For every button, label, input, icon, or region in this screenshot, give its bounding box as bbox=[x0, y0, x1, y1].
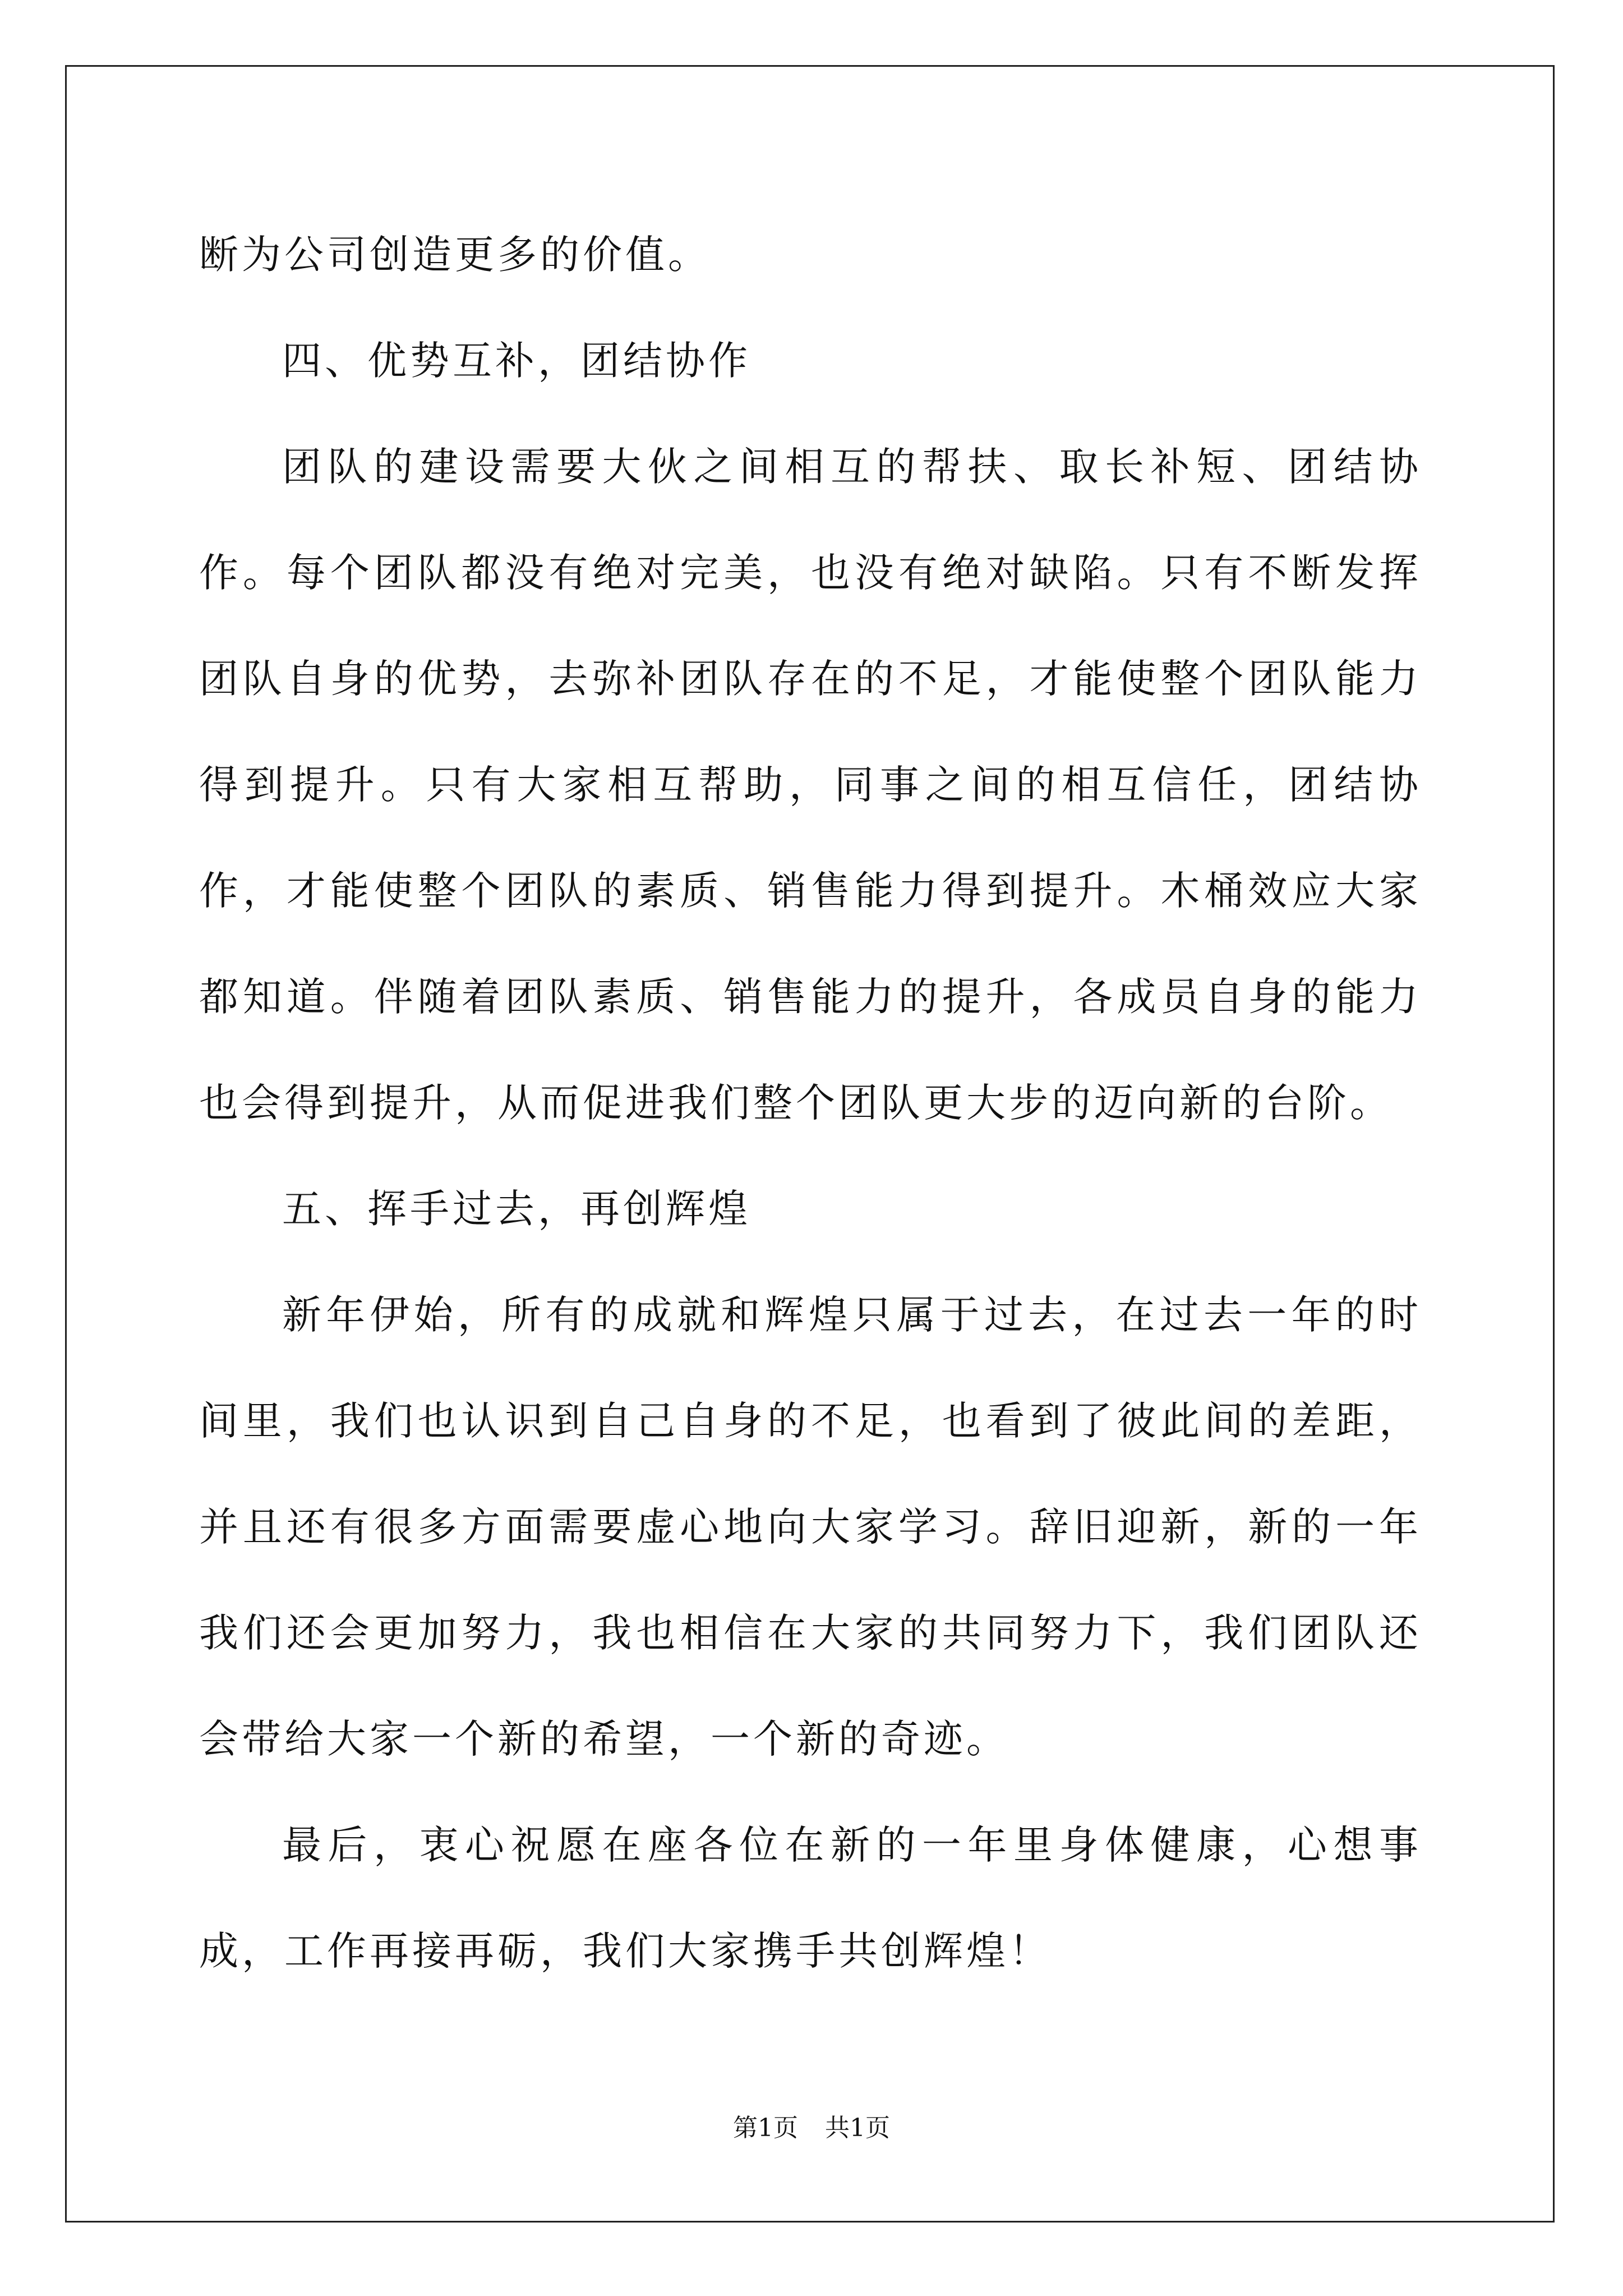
paragraph-continuation: 断为公司创造更多的价值。 bbox=[199, 232, 711, 278]
section-heading-five: 五、挥手过去，再创辉煌 bbox=[282, 1186, 751, 1232]
section-heading-four: 四、优势互补，团结协作 bbox=[282, 338, 751, 384]
paragraph-closing: 最后，衷心祝愿在座各位在新的一年里身体健康，心想事成，工作再接再砺，我们大家携手共创辉煌！ bbox=[199, 1822, 1422, 1974]
page-number-total: 共1页 bbox=[825, 2114, 890, 2142]
paragraph-new-year: 新年伊始，所有的成就和辉煌只属于过去，在过去一年的时间里，我们也认识到自己自身的不足，也看到了彼此间的差距，并且还有很多方面需要虚心地向大家学习。辞旧迎新，新的一年我们还会更加努力，我也相信在大家的共同努力下，我们团队还会带给大家一个新的希望，一个新的奇迹。 bbox=[199, 1292, 1422, 1762]
page-footer bbox=[0, 2111, 1623, 2145]
document-body bbox=[199, 202, 1422, 2004]
page-number-current: 第1页 bbox=[733, 2114, 798, 2142]
paragraph-teamwork: 团队的建设需要大伙之间相互的帮扶、取长补短、团结协作。每个团队都没有绝对完美，也没有绝对缺陷。只有不断发挥团队自身的优势，去弥补团队存在的不足，才能使整个团队能力得到提升。只有大家相互帮助，同事之间的相互信任，团结协作，才能使整个团队的素质、销售能力得到提升。木桶效应大家都知道。伴随着团队素质、销售能力的提升，各成员自身的能力也会得到提升，从而促进我们整个团队更大步的迈向新的台阶。 bbox=[199, 444, 1422, 1126]
